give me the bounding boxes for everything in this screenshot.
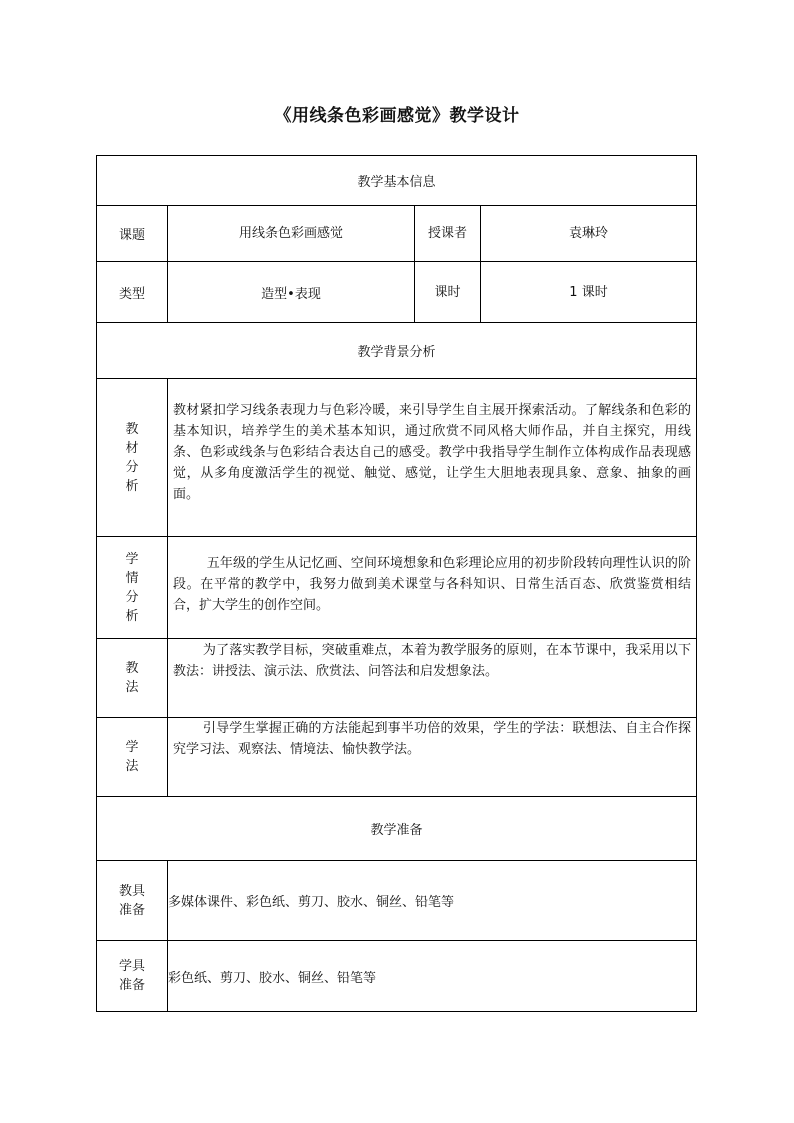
type-row [97, 262, 697, 323]
label-char: 析 [125, 608, 139, 624]
label-line: 学具 [118, 959, 145, 974]
hours-label: 课时 [415, 262, 481, 323]
type-label: 类型 [97, 262, 168, 323]
teacher-tools-row [97, 861, 697, 941]
label-char: 情 [125, 570, 139, 586]
label-line: 教具 [118, 883, 145, 899]
basic-info-header-row [97, 156, 697, 206]
label-char: 教 [125, 421, 139, 437]
preparation-header: 教学准备 [97, 797, 697, 861]
basic-info-header: 教学基本信息 [97, 156, 697, 206]
preparation-header-row [97, 797, 697, 861]
label-line: 准备 [118, 902, 145, 918]
lesson-plan-table [96, 155, 697, 1012]
label-char: 材 [125, 440, 139, 456]
background-header-row [97, 323, 697, 379]
topic-row [97, 206, 697, 262]
learning-methods-row [97, 718, 697, 797]
topic-label: 课题 [97, 206, 168, 262]
student-tools-value: 彩色纸、剪刀、胶水、铜丝、铅笔等 [168, 941, 697, 1012]
teacher-label: 授课者 [415, 206, 481, 262]
label-char: 析 [125, 478, 139, 494]
hours-value: 1 课时 [481, 262, 697, 323]
label-line: 准备 [118, 978, 145, 993]
learning-methods-label [97, 718, 168, 797]
teaching-methods-row [97, 639, 697, 718]
label-char: 学 [125, 551, 139, 567]
label-char: 教 [125, 661, 139, 676]
label-char: 法 [125, 680, 139, 695]
material-analysis-text: 教材紧扣学习线条表现力与色彩冷暖，来引导学生自主展开探索活动。了解线条和色彩的基本知识，培养学生的美术基本知识，通过欣赏不同风格大师作品，并自主探究，用线条、色彩或线条与色彩结合表达自己的感受。教学中我指导学生制作立体构成作品表现感觉，从多角度激活学生的视觉、触觉、感觉，让学生大胆地表现具象、意象、抽象的画面。 [168, 379, 697, 537]
teacher-tools-value: 多媒体课件、彩色纸、剪刀、胶水、铜丝、铅笔等 [168, 861, 697, 941]
topic-value: 用线条色彩画感觉 [168, 206, 415, 262]
document-title: 《用线条色彩画感觉》教学设计 [274, 106, 520, 126]
student-analysis-label [97, 537, 168, 639]
type-value: 造型•表现 [168, 262, 415, 323]
student-tools-row [97, 941, 697, 1012]
student-analysis-row [97, 537, 697, 639]
teacher-value: 袁琳玲 [481, 206, 697, 262]
learning-methods-text: 引导学生掌握正确的方法能起到事半功倍的效果，学生的学法：联想法、自主合作探究学习法、观察法、情境法、愉快教学法。 [168, 718, 697, 797]
material-analysis-label [97, 379, 168, 537]
teacher-tools-label [97, 861, 168, 941]
label-char: 法 [125, 759, 139, 774]
student-analysis-text: 五年级的学生从记忆画、空间环境想象和色彩理论应用的初步阶段转向理性认识的阶段。在平常的教学中，我努力做到美术课堂与各科知识、日常生活百态、欣赏鉴赏相结合，扩大学生的创作空间。 [168, 537, 697, 639]
background-header: 教学背景分析 [97, 323, 697, 379]
material-analysis-row [97, 379, 697, 537]
student-tools-label [97, 941, 168, 1012]
teaching-methods-label [97, 639, 168, 718]
teaching-methods-text: 为了落实教学目标，突破重难点，本着为教学服务的原则，在本节课中，我采用以下教法：讲授法、演示法、欣赏法、问答法和启发想象法。 [168, 639, 697, 718]
label-char: 分 [125, 459, 139, 475]
label-char: 学 [125, 740, 139, 755]
label-char: 分 [125, 589, 139, 605]
